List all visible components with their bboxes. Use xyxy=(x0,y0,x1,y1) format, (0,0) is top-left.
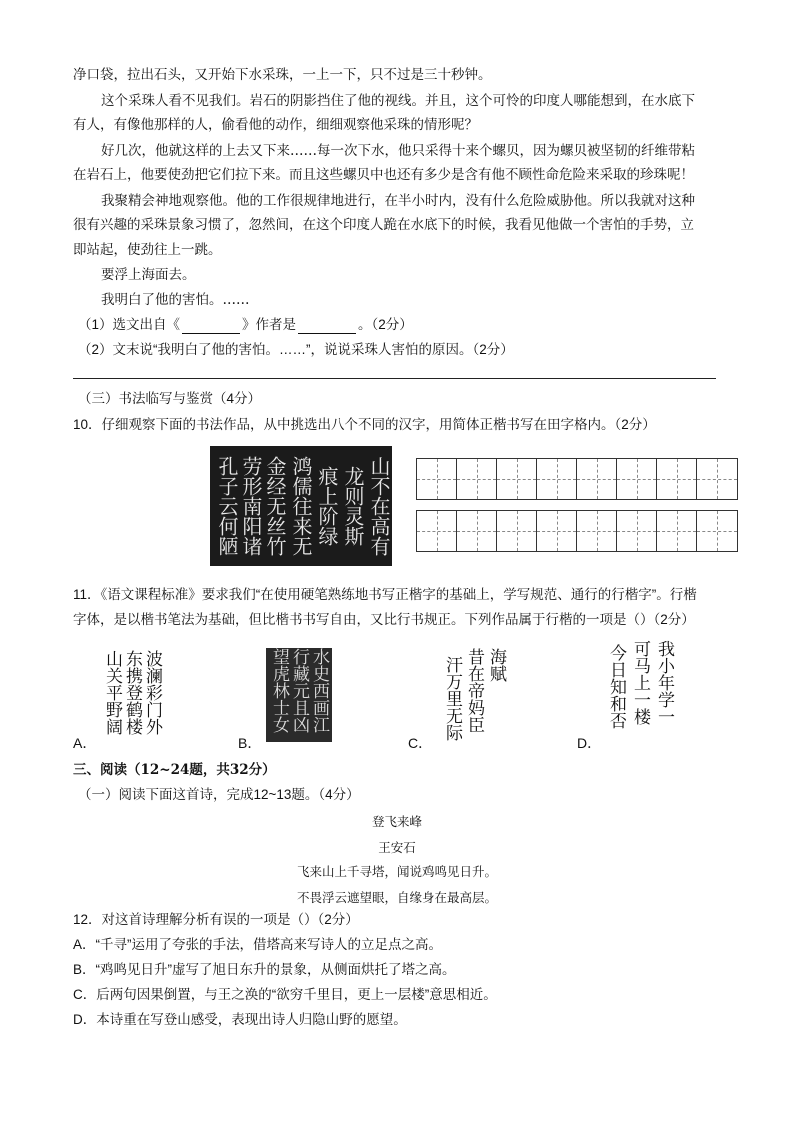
poem-line: 不畏浮云遮望眼，自缘身在最高层。 xyxy=(296,890,497,905)
sample-col: 波澜彩门外 xyxy=(142,650,162,735)
poem-author: 王安石 xyxy=(378,840,416,855)
grid-cell[interactable] xyxy=(577,511,617,551)
answer-blank-book[interactable] xyxy=(182,320,240,334)
choice-c[interactable]: C．后两句因果倒置，与王之涣的“欲穷千里目，更上一层楼”意思相近。 xyxy=(73,987,497,1002)
grid-cell[interactable] xyxy=(537,459,577,499)
calligraphy-artwork xyxy=(210,446,392,566)
question-9-1 xyxy=(78,316,413,334)
q9-1-prefix: （1）选文出自《 xyxy=(78,317,181,332)
choice-d[interactable]: D．本诗重在写登山感受，表现出诗人归隐山野的愿望。 xyxy=(73,1012,407,1027)
option-c-label[interactable]: C． xyxy=(408,735,433,751)
grid-cell[interactable] xyxy=(457,459,497,499)
sample-col: 汗万里无际 xyxy=(442,656,462,741)
sample-col: 昔在帝妈臣 xyxy=(464,648,484,733)
grid-cell[interactable] xyxy=(497,511,537,551)
option-a-sample xyxy=(100,650,164,742)
callig-col: 金经无丝竹 xyxy=(263,456,287,556)
option-c-sample xyxy=(440,648,510,742)
callig-col: 劳形南阳诸 xyxy=(239,456,263,556)
passage-line: 好几次，他就这样的上去又下来……每一次下水，他只采得十来个螺贝，因为螺贝被坚韧的纤维带粘 xyxy=(101,143,695,159)
grid-cell[interactable] xyxy=(577,459,617,499)
passage-line: 即站起，使劲往上一跳。 xyxy=(73,242,222,258)
passage-line: 要浮上海面去。 xyxy=(101,267,196,283)
choice-b[interactable]: B．“鸡鸣见日升”虚写了旭日东升的景象，从侧面烘托了塔之高。 xyxy=(73,962,456,977)
grid-cell[interactable] xyxy=(657,511,697,551)
q9-1-suffix: 。（2分） xyxy=(358,317,413,332)
sample-col: 今日知和否 xyxy=(606,644,626,729)
poem-line: 飞来山上千寻塔，闻说鸡鸣见日升。 xyxy=(296,864,497,879)
grid-cell[interactable] xyxy=(457,511,497,551)
section-heading-reading: 三、阅读（12~24题，共32分） xyxy=(73,762,276,778)
option-b-sample xyxy=(266,648,332,742)
passage-line: 有人，有像他那样的人，偷看他的动作，细细观察他采珠的情形呢？ xyxy=(73,117,478,133)
option-d-sample xyxy=(604,640,678,744)
option-d-label[interactable]: D． xyxy=(577,735,602,751)
passage-line: 很有兴趣的采珠景象习惯了，忽然间，在这个印度人跪在水底下的时候，我看见他做一个害怕的手势，立 xyxy=(73,217,694,233)
sample-col: 行藏元且凶 xyxy=(289,648,309,733)
passage-line: 我明白了他的害怕。…… xyxy=(101,292,250,308)
sample-col: 水史西画江 xyxy=(309,648,329,733)
sample-col: 山关平野阔 xyxy=(102,650,122,735)
grid-cell[interactable] xyxy=(657,459,697,499)
choice-a[interactable]: A．“千寻”运用了夸张的手法，借塔高来写诗人的立足点之高。 xyxy=(73,937,442,952)
sample-col: 可马上一楼 xyxy=(630,640,650,725)
grid-cell[interactable] xyxy=(617,511,657,551)
sample-col: 海赋 xyxy=(486,648,506,682)
q9-1-middle: 》作者是 xyxy=(242,317,297,332)
writing-grid-row-2[interactable] xyxy=(416,510,738,552)
reading-subheading: （一）阅读下面这首诗，完成12~13题。（4分） xyxy=(78,787,360,802)
writing-grid-row-1[interactable] xyxy=(416,458,738,500)
question-11-line-1: 11．《语文课程标准》要求我们“在使用硬笔熟练地书写正楷字的基础上，学写规范、通行的行楷字”。行楷 xyxy=(73,587,697,602)
grid-cell[interactable] xyxy=(617,459,657,499)
callig-col: 龙则灵斯 xyxy=(341,466,365,546)
question-10: 10．仔细观察下面的书法作品，从中挑选出八个不同的汉字，用简体正楷书写在田字格内。（2分） xyxy=(73,417,656,432)
callig-col: 山不在高有 xyxy=(367,456,391,556)
grid-cell[interactable] xyxy=(697,459,737,499)
sample-col: 望虎林士女 xyxy=(269,648,289,733)
poem-title: 登飞来峰 xyxy=(371,814,422,829)
option-b-label[interactable]: B． xyxy=(238,735,262,751)
passage-line: 这个采珠人看不见我们。岩石的阴影挡住了他的视线。并且，这个可怜的印度人哪能想到，在水底下 xyxy=(101,93,695,109)
passage-line: 我聚精会神地观察他。他的工作很规律地进行，在半小时内，没有什么危险威胁他。所以我就对这种 xyxy=(101,193,695,209)
callig-col: 痕上阶绿 xyxy=(315,466,339,546)
grid-cell[interactable] xyxy=(417,511,457,551)
callig-col: 鸿儒往来无 xyxy=(289,456,313,556)
grid-cell[interactable] xyxy=(417,459,457,499)
grid-cell[interactable] xyxy=(537,511,577,551)
callig-col: 孔子云何陋 xyxy=(215,456,239,556)
passage-line: 在岩石上，他要使劲把它们拉下来。而且这些螺贝中也还有多少是含有他不顾性命危险来采取的珍珠呢！ xyxy=(73,167,694,183)
sample-col: 我小年学一 xyxy=(654,640,674,725)
option-a-label[interactable]: A． xyxy=(73,735,97,751)
answer-blank-author[interactable] xyxy=(298,320,356,334)
grid-cell[interactable] xyxy=(497,459,537,499)
section-heading-calligraphy: （三）书法临写与鉴赏（4分） xyxy=(78,391,262,406)
sample-col: 东携登鹤楼 xyxy=(122,650,142,735)
question-11-line-2: 字体，是以楷书笔法为基础，但比楷书书写自由，又比行书规正。下列作品属于行楷的一项是（）（2分） xyxy=(73,612,695,627)
question-12: 12．对这首诗理解分析有误的一项是（）（2分） xyxy=(73,912,359,927)
passage-line: 净口袋，拉出石头，又开始下水采珠，一上一下，只不过是三十秒钟。 xyxy=(73,67,492,83)
divider xyxy=(73,378,716,379)
grid-cell[interactable] xyxy=(697,511,737,551)
question-9-2: （2）文末说“我明白了他的害怕。……”，说说采珠人害怕的原因。（2分） xyxy=(78,342,514,357)
